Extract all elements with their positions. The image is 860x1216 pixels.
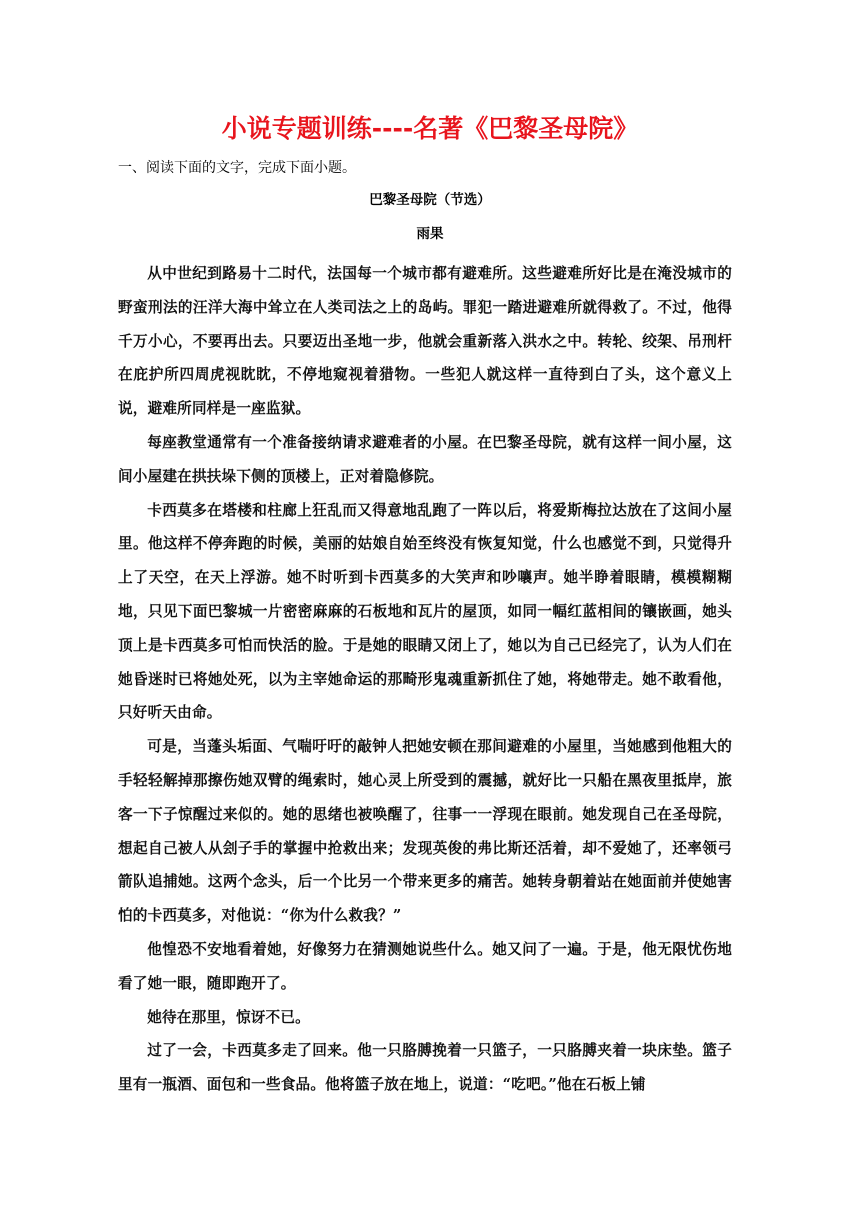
paragraph: 卡西莫多在塔楼和柱廊上狂乱而又得意地乱跑了一阵以后，将爱斯梅拉达放在了这间小屋里。他这样不停奔跑的时候，美丽的姑娘自始至终没有恢复知觉，什么也感觉不到，只觉得升上了天空，在天上浮游。她不时听到卡西莫多的大笑声和吵嚷声。她半睁着眼睛，模模糊糊地，只见下面巴黎城一片密密麻麻的石板地和瓦片的屋顶，如同一幅红蓝相间的镶嵌画，她头顶上是卡西莫多可怕而快活的脸。于是她的眼睛又闭上了，她以为自己已经完了，认为人们在她昏迷时已将她处死，以为主宰她命运的那畸形鬼魂重新抓住了她，将她带走。她不敢看他，只好听天由命。 xyxy=(118,501,732,722)
question-instruction: 一、阅读下面的文字，完成下面小题。 xyxy=(118,160,356,176)
paragraph: 他惶恐不安地看着她，好像努力在猜测她说些什么。她又问了一遍。于是，他无限忧伤地看了她一眼，随即跑开了。 xyxy=(118,940,732,992)
paragraph: 过了一会，卡西莫多走了回来。他一只胳膊挽着一只篮子，一只胳膊夹着一块床垫。篮子里有一瓶酒、面包和一些食品。他将篮子放在地上，说道：“吃吧。”他在石板上铺 xyxy=(118,1042,732,1094)
paragraph: 可是，当蓬头垢面、气喘吁吁的敲钟人把她安顿在那间避难的小屋里，当她感到他粗大的手轻轻解掉那擦伤她双臂的绳索时，她心灵上所受到的震撼，就好比一只船在黑夜里抵岸，旅客一下子惊醒过来似的。她的思绪也被唤醒了，往事一一浮现在眼前。她发现自己在圣母院，想起自己被人从刽子手的掌握中抢救出来；发现英俊的弗比斯还活着，却不爱她了，还率领弓箭队追捕她。这两个念头，后一个比另一个带来更多的痛苦。她转身朝着站在她面前并使她害怕的卡西莫多，对他说：“你为什么救我？” xyxy=(118,738,732,925)
document-title: 小说专题训练----名著《巴黎圣母院》 xyxy=(221,114,639,143)
passage-title: 巴黎圣母院（节选） xyxy=(369,192,491,208)
paragraph: 每座教堂通常有一个准备接纳请求避难者的小屋。在巴黎圣母院，就有这样一间小屋，这间小屋建在拱扶垛下侧的顶楼上，正对着隐修院。 xyxy=(118,433,732,485)
passage-body xyxy=(118,257,732,1102)
passage-author: 雨果 xyxy=(416,226,444,242)
paragraph: 从中世纪到路易十二时代，法国每一个城市都有避难所。这些避难所好比是在淹没城市的野蛮刑法的汪洋大海中耸立在人类司法之上的岛屿。罪犯一踏进避难所就得救了。不过，他得千万小心，不要再出去。只要迈出圣地一步，他就会重新落入洪水之中。转轮、绞架、吊刑杆在庇护所四周虎视眈眈，不停地窥视着猎物。一些犯人就这样一直待到白了头，这个意义上说，避难所同样是一座监狱。 xyxy=(118,265,732,418)
paragraph: 她待在那里，惊讶不已。 xyxy=(147,1008,310,1026)
